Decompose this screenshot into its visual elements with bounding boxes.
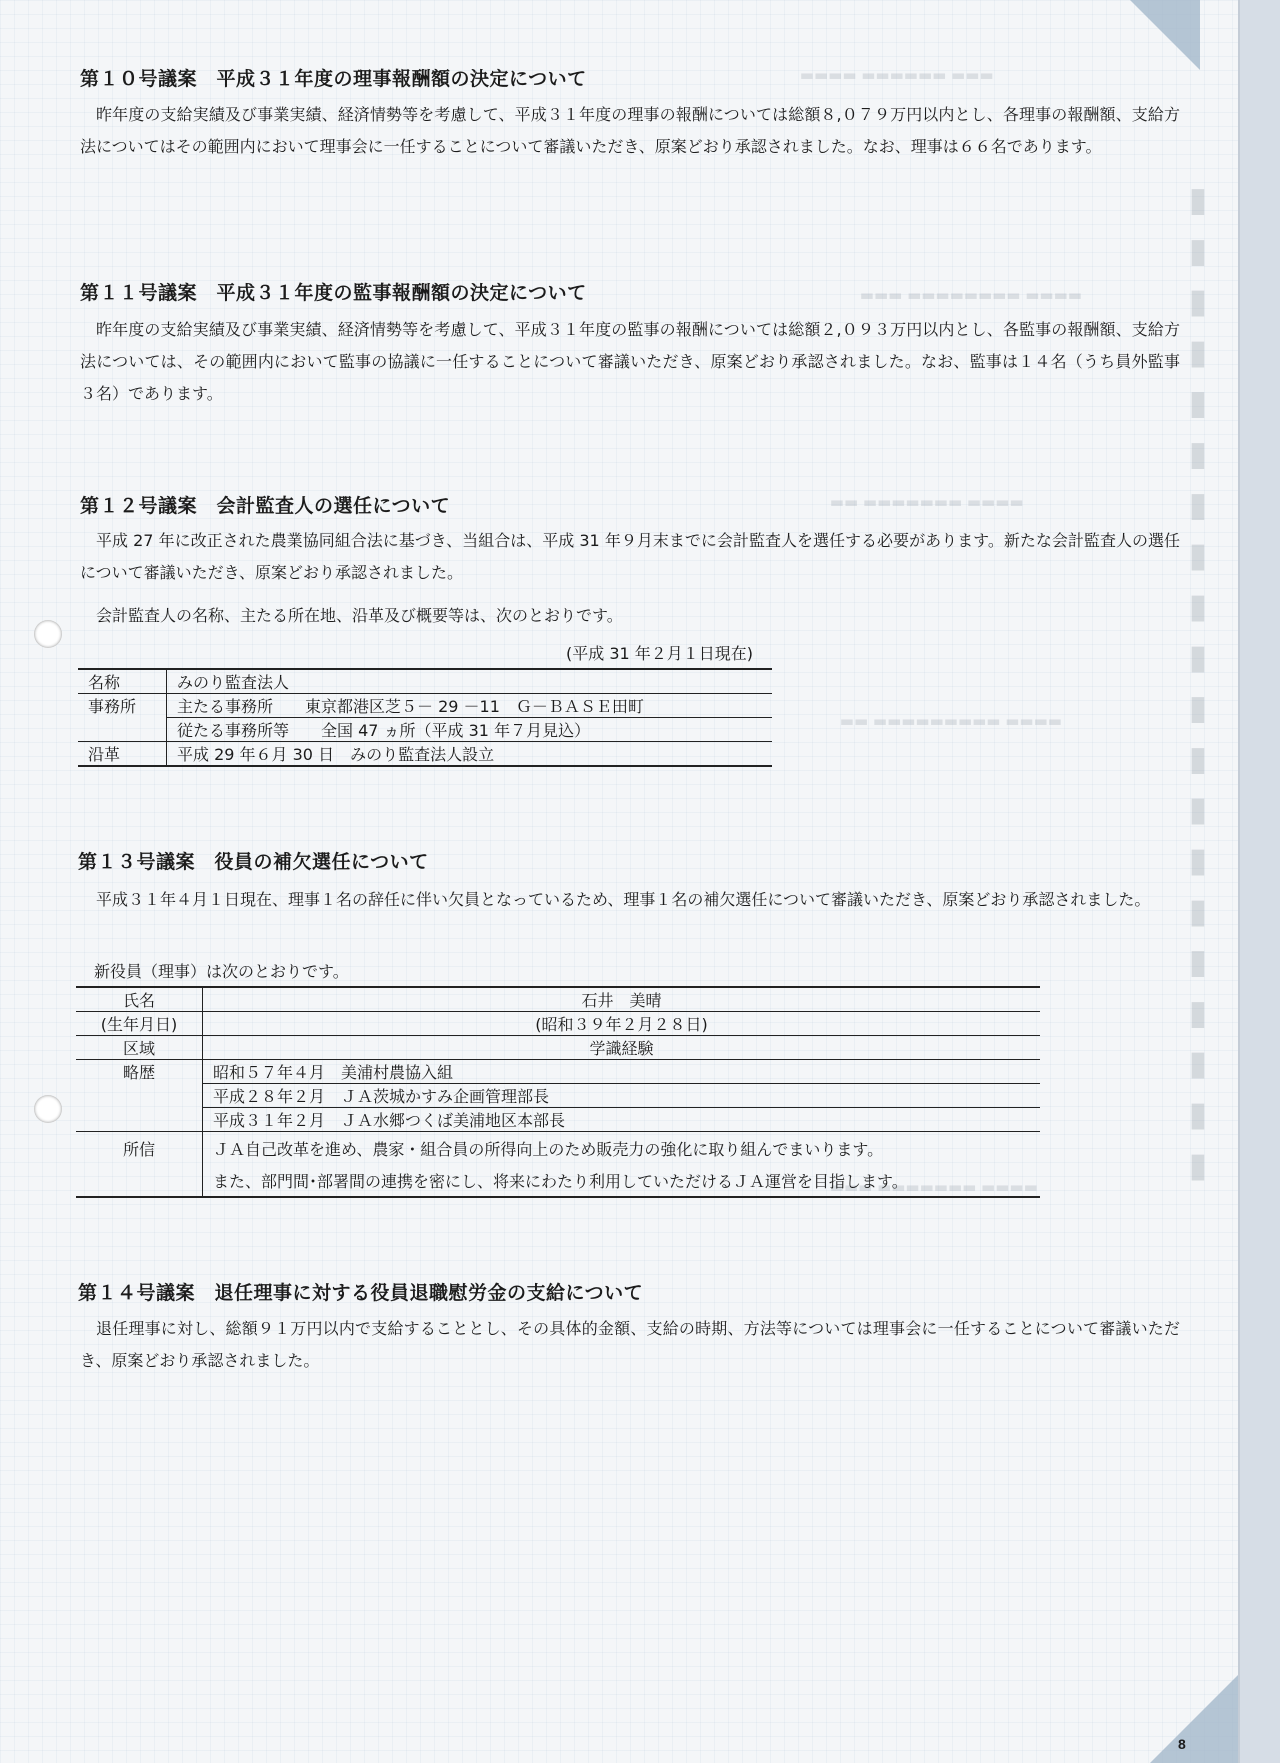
table-value: 石井 美晴: [203, 987, 1041, 1012]
section-body: 昨年度の支給実績及び事業実績、経済情勢等を考慮して、平成３１年度の監事の報酬については総額２,０９３万円以内とし、各監事の報酬額、支給方法については、その範囲内において監事の協議に一任することについて審議いただき、原案どおり承認されました。なお、監事は１４名（うち員外監事３名）であります。: [80, 320, 1180, 403]
table-label: 事務所: [78, 694, 167, 718]
section-heading: 第１１号議案 平成３１年度の監事報酬額の決定について: [80, 282, 587, 304]
section-body: 退任理事に対し、総額９１万円以内で支給することとし、その具体的金額、支給の時期、方法等については理事会に一任することについて審議いただき、原案どおり承認されました。: [80, 1319, 1180, 1370]
table-label: 略歴: [76, 1060, 203, 1084]
table-value: (昭和３９年２月２８日): [203, 1012, 1041, 1036]
corner-fold-bottom: [1150, 1675, 1238, 1763]
table-label: 区域: [76, 1036, 203, 1060]
table-value: 主たる事務所 東京都港区芝５－ 29 －11 Ｇ－ＢＡＳＥ田町: [167, 694, 773, 718]
binder-edge: [1238, 0, 1280, 1763]
belief-line: また、部門間･部署間の連携を密にし、将来にわたり利用していただけるＪＡ運営を目指します。: [203, 1164, 1041, 1197]
table-label: (生年月日): [76, 1012, 203, 1036]
section-body: 平成 27 年に改正された農業協同組合法に基づき、当組合は、平成 31 年９月末までに会計監査人を選任する必要があります。新たな会計監査人の選任について審議いただき、原案どおり承認されました。: [80, 531, 1180, 582]
auditor-table: [78, 668, 772, 767]
page-number: 8: [1178, 1736, 1186, 1752]
corner-fold-top: [1130, 0, 1200, 70]
section-body: 昨年度の支給実績及び事業実績、経済情勢等を考慮して、平成３１年度の理事の報酬については総額８,０７９万円以内とし、各理事の報酬額、支給方法についてはその範囲内において理事会に一任することについて審議いただき、原案どおり承認されました。なお、理事は６６名であります。: [80, 105, 1180, 156]
section-heading: 第１２号議案 会計監査人の選任について: [80, 495, 451, 517]
table-label: 氏名: [76, 987, 203, 1012]
table-value: 学識経験: [203, 1036, 1041, 1060]
section-heading: 第１３号議案 役員の補欠選任について: [78, 851, 429, 873]
show-through-text: ▬▬▬ ▬▬▬▬▬▬ ▬▬▬▬: [800, 66, 994, 84]
section-body: 平成３１年４月１日現在、理事１名の辞任に伴い欠員となっているため、理事１名の補欠選任について審議いただき、原案どおり承認されました。: [96, 890, 1151, 909]
table-label: 所信: [76, 1132, 203, 1165]
career-item: 昭和５７年４月 美浦村農協入組: [203, 1060, 1041, 1084]
section-intro: 新役員（理事）は次のとおりです。: [94, 962, 349, 981]
show-through-text: ▬▬▬▬ ▬▬▬▬▬▬▬▬ ▬▬▬: [860, 286, 1083, 304]
table-value: 従たる事務所等 全国 47 ヵ所（平成 31 年７月見込）: [167, 718, 773, 742]
table-label: 沿革: [78, 742, 167, 767]
career-item: 平成３１年２月 ＪＡ水郷つくば美浦地区本部長: [203, 1108, 1041, 1132]
belief-line: ＪＡ自己改革を進め、農家・組合員の所得向上のため販売力の強化に取り組んでまいります。: [213, 1139, 884, 1159]
table-value: みのり監査法人: [167, 669, 773, 694]
show-through-text: ▮ ▮ ▮ ▮ ▮ ▮ ▮ ▮ ▮ ▮ ▮ ▮ ▮ ▮ ▮ ▮ ▮ ▮ ▮ ▮: [1178, 180, 1218, 1186]
show-through-text: ▬▬▬▬ ▬▬▬▬▬▬▬▬▬ ▬▬: [840, 712, 1063, 730]
section-heading: 第１４号議案 退任理事に対する役員退職慰労金の支給について: [78, 1282, 644, 1304]
punch-hole: [34, 1095, 62, 1123]
table-value: 平成 29 年６月 30 日 みのり監査法人設立: [167, 742, 773, 767]
section-intro: 会計監査人の名称、主たる所在地、沿革及び概要等は、次のとおりです。: [96, 606, 623, 625]
new-officer-table: [76, 986, 1040, 1198]
table-label: 名称: [78, 669, 167, 694]
show-through-text: ▬▬▬▬ ▬▬▬▬▬▬▬ ▬▬: [830, 493, 1024, 511]
as-of-date: (平成 31 年２月１日現在): [566, 644, 754, 663]
section-heading: 第１０号議案 平成３１年度の理事報酬額の決定について: [80, 68, 587, 90]
show-through-text: ▬▬▬▬ ▬▬▬▬▬▬▬ ▬▬▬: [830, 1178, 1038, 1196]
punch-hole: [34, 620, 62, 648]
career-item: 平成２８年２月 ＪＡ茨城かすみ企画管理部長: [203, 1084, 1041, 1108]
